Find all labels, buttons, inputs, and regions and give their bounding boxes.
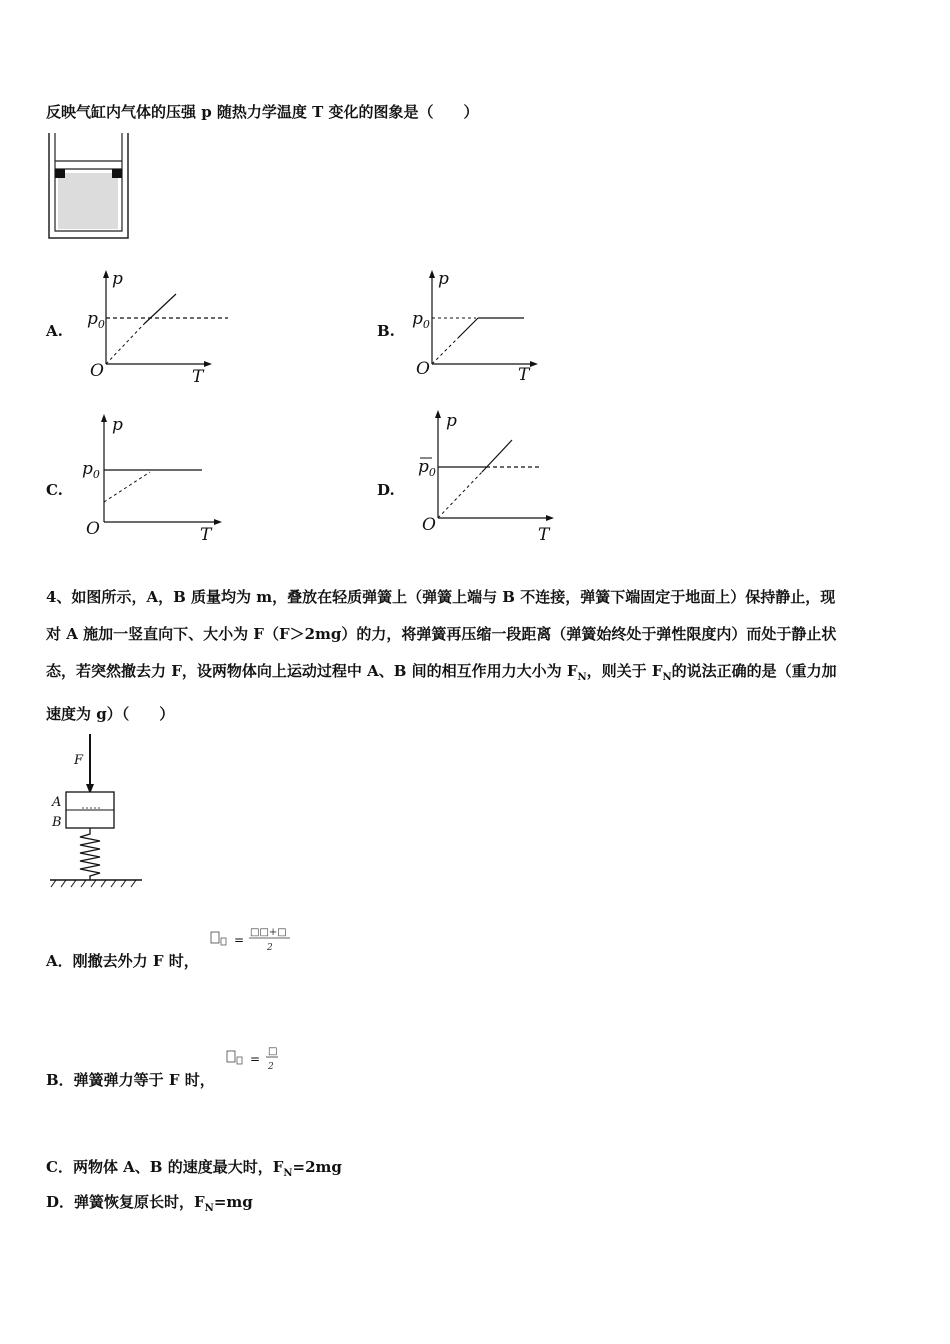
q3-stem: 反映气缸内气体的压强 p 随热力学温度 T 变化的图象是（ ） xyxy=(46,103,479,121)
q4-a-denominator: 2 xyxy=(267,943,273,953)
spring-blocks-figure xyxy=(46,732,156,892)
q4-stem: 4、如图所示，A，B 质量均为 m，叠放在轻质弹簧上（弹簧上端与 B 不连接，弹簧下端固定于地面上）保持静止，现 对 A 施加一竖直向下、大小为 F（F＞2mg）的力，将弹簧再压缩一段距离（弹簧始终处于弹性限度内）而处于静止状 态，若突然撤去力 F，设两物体向上运动过程中 A、B 间的相互作用力大小为 $F_N$，则关于 $F_N$的说法正确的是（重力加 速度为 g）（ ） xyxy=(46,588,837,723)
q3-option-b-label[interactable]: B. xyxy=(377,322,395,340)
graph-c-origin-label: O xyxy=(86,519,100,539)
force-f-label: F xyxy=(74,753,84,768)
graph-c xyxy=(80,410,230,550)
q3-option-d-label[interactable]: D. xyxy=(377,481,395,499)
block-b-label: B xyxy=(52,815,62,830)
graph-d-p-label: p xyxy=(446,411,457,431)
cylinder-figure xyxy=(46,133,136,243)
graph-a xyxy=(84,268,224,388)
graph-a-t-label: T xyxy=(192,367,204,387)
svg-text:=: = xyxy=(234,933,245,947)
q4-a-numerator: □□+□ xyxy=(250,927,287,938)
graph-d xyxy=(414,406,574,546)
graph-d-origin-label: O xyxy=(422,515,436,535)
graph-d-t-label: T xyxy=(538,525,550,545)
q4-option-b-formula xyxy=(226,1042,296,1076)
q4-b-denominator: 2 xyxy=(268,1062,274,1072)
q3-option-a-label[interactable]: A. xyxy=(46,322,63,340)
q4-option-d[interactable]: D．弹簧恢复原长时，$F_N=mg$ xyxy=(46,1193,253,1214)
block-a-label: A xyxy=(52,795,62,810)
graph-a-origin-label: O xyxy=(90,361,104,381)
graph-b-t-label: T xyxy=(518,365,530,385)
graph-c-p-label: p xyxy=(112,415,123,435)
graph-b-p-label: p xyxy=(438,269,449,289)
graph-a-p-label: p xyxy=(112,269,123,289)
graph-c-t-label: T xyxy=(200,525,212,545)
graph-c-p0-label: $p_0$ xyxy=(82,459,100,481)
q4-b-numerator: □ xyxy=(268,1046,278,1057)
graph-a-p0-label: $p_0$ xyxy=(87,309,105,331)
q4-option-c[interactable]: C．两物体 A、B 的速度最大时，$F_N=2mg$ xyxy=(46,1158,342,1179)
graph-b xyxy=(410,268,550,388)
q4-option-a-formula xyxy=(210,923,300,955)
graph-d-p0-label: $p_0$ xyxy=(418,457,436,479)
q4-option-a[interactable]: A．刚撤去外力 F 时， xyxy=(46,952,199,970)
graph-b-p0-label: $p_0$ xyxy=(412,309,430,331)
q3-option-c-label[interactable]: C. xyxy=(46,481,63,499)
graph-b-origin-label: O xyxy=(416,359,430,379)
spring xyxy=(80,828,100,880)
svg-text:=: = xyxy=(250,1052,261,1066)
q4-option-b[interactable]: B．弹簧弹力等于 F 时， xyxy=(46,1071,215,1089)
